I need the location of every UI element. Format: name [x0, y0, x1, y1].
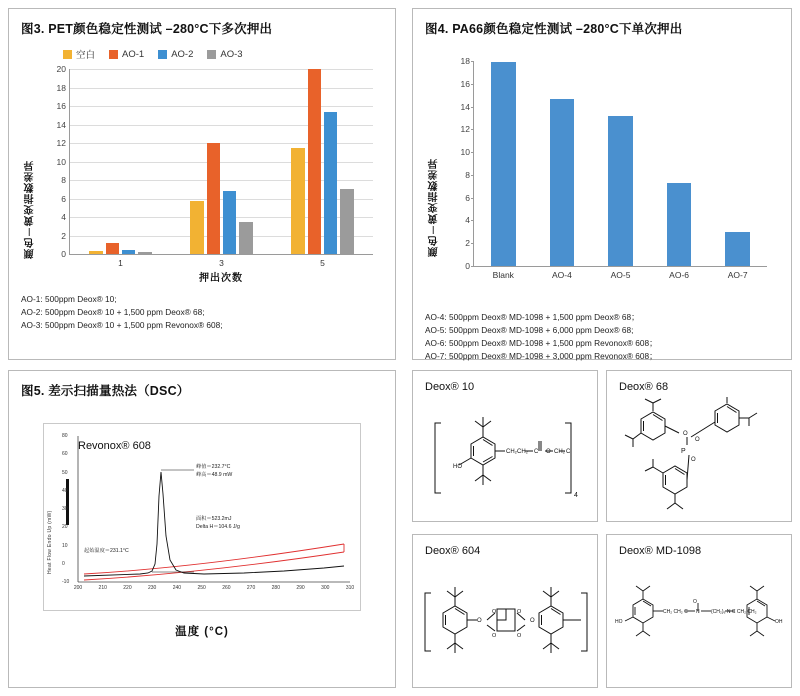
dsc-x-tick-label: 260: [222, 585, 231, 591]
dsc-y-tick-label: 30: [62, 506, 68, 512]
svg-text:O: O: [693, 599, 697, 605]
svg-text:HO: HO: [615, 619, 623, 625]
bar: [223, 191, 237, 254]
y-tick-label: 8: [465, 169, 470, 180]
legend-label: AO-2: [171, 48, 194, 60]
deox10-subscript: 4: [574, 492, 578, 499]
figure-4-chart: [425, 55, 779, 293]
dsc-y-tick-label: 80: [62, 433, 68, 439]
x-tick-label: AO-5: [610, 270, 631, 280]
note-line: AO-4: 500ppm Deox® MD-1098 + 1,500 ppm Deox® 68；: [425, 312, 640, 322]
figure-3-title: 图3. PET颜色稳定性测试 –280°C下多次押出: [21, 22, 273, 36]
y-tick-label: 6: [465, 192, 470, 203]
legend-swatch-ao3: [207, 50, 216, 59]
y-tick-label: 18: [56, 82, 66, 93]
dsc-y-tick-label: 20: [62, 524, 68, 531]
dsc-y-tick-label: 50: [62, 469, 68, 476]
dsc-x-tick-label: 270: [246, 585, 256, 591]
dsc-y-tick-label: -10: [62, 579, 70, 585]
note-line: AO-1: 500ppm Deox® 10;: [21, 294, 117, 304]
y-tick-label: 0: [61, 249, 66, 259]
y-tick-label: 14: [460, 101, 470, 112]
grid-line: [70, 106, 373, 107]
figure-5-x-axis-label: 温度 (°C): [175, 626, 229, 638]
chemical-panel-deox604: [412, 534, 598, 688]
y-tick-label: 4: [61, 212, 66, 222]
y-tick-label: 2: [61, 230, 66, 241]
bar: [608, 116, 633, 266]
deox10-structure-icon: [413, 401, 599, 513]
x-tick-label: AO-7: [727, 270, 748, 280]
bar: [138, 252, 152, 254]
figure-3-panel: [8, 8, 396, 360]
dsc-annotation-peak: [196, 464, 232, 479]
bar: [550, 99, 575, 266]
dsc-annotation-onset: 起始温度＝231.1°C: [84, 548, 129, 554]
svg-text:N: N: [696, 609, 700, 615]
bar: [340, 189, 354, 254]
legend-item: [207, 49, 242, 60]
legend-item: [158, 49, 193, 60]
note-line: AO-2: 500ppm Deox® 10 + 1,500 ppm Deox® 68;: [21, 306, 205, 317]
bar: [667, 183, 692, 266]
x-tick-label: 5: [320, 258, 325, 268]
legend-swatch-blank: [63, 50, 72, 59]
bar: [308, 69, 322, 254]
svg-text:O: O: [517, 633, 522, 639]
note-line: AO-5: 500ppm Deox® MD-1098 + 6,000 ppm Deox® 68;: [425, 324, 634, 335]
dsc-x-tick-label: 290: [296, 585, 305, 591]
figure-4-panel: [412, 8, 792, 360]
dsc-sample-label: Revonox® 608: [78, 440, 151, 452]
dsc-x-tick-label: 220: [123, 585, 132, 591]
y-tick-mark: [471, 220, 474, 221]
dsc-y-tick-label: 60: [62, 451, 68, 458]
y-tick-label: 18: [460, 56, 470, 66]
y-tick-mark: [471, 61, 474, 62]
y-tick-label: 0: [465, 261, 470, 271]
dsc-area: 面积＝523.2mJ: [196, 516, 232, 522]
deox1098-structure-icon: [607, 575, 793, 675]
svg-text:O: O: [691, 457, 696, 463]
legend-label: AO-3: [220, 48, 243, 60]
y-tick-label: 8: [61, 175, 66, 185]
x-tick-label: AO-6: [669, 270, 690, 280]
figure-3-notes: [21, 293, 383, 332]
svg-text:P: P: [681, 448, 686, 455]
y-tick-label: 2: [465, 238, 470, 249]
svg-text:OH: OH: [775, 619, 783, 625]
dsc-y-tick-label: 10: [62, 542, 68, 549]
dsc-x-tick-label: 300: [321, 585, 330, 591]
y-tick-label: 10: [56, 156, 66, 167]
dsc-x-tick-label: 200: [73, 585, 83, 591]
svg-text:O: O: [546, 449, 551, 455]
figure-5-panel: [8, 370, 396, 688]
chemical-name: Deox® 10: [425, 381, 475, 393]
legend-item: [63, 47, 95, 61]
legend-swatch-ao2: [158, 50, 167, 59]
y-tick-label: 10: [460, 147, 470, 158]
chemical-name: Deox® 68: [619, 381, 669, 393]
bar: [207, 143, 221, 254]
svg-text:O: O: [517, 609, 522, 615]
dsc-x-tick-label: 240: [172, 585, 182, 591]
figure-5-title: 图5. 差示扫描量热法（DSC）: [21, 384, 190, 398]
dsc-x-tick-label: 230: [148, 585, 157, 591]
y-tick-label: 12: [460, 124, 470, 135]
x-tick-label: Blank: [492, 270, 514, 280]
dsc-annotation-area: [196, 516, 240, 531]
legend-item: [109, 49, 144, 60]
svg-text:O: O: [530, 618, 535, 624]
dsc-plot-area: [43, 423, 361, 611]
figure-3-plot-area: [56, 64, 373, 268]
x-tick-label: 3: [219, 258, 224, 268]
bar: [122, 250, 136, 254]
dsc-x-tick-label: 210: [98, 585, 107, 591]
y-tick-mark: [471, 84, 474, 85]
bar: [291, 148, 305, 254]
figure-4-title: 图4. PA66颜色稳定性测试 –280°C下单次押出: [425, 22, 683, 36]
note-line: AO-6: 500ppm Deox® MD-1098 + 1,500 ppm Revonox® 608；: [425, 337, 658, 348]
note-line: AO-7: 500ppm Deox® MD-1098 + 3,000 ppm Revonox® 608；: [425, 350, 658, 361]
svg-text:O: O: [492, 633, 497, 639]
y-tick-mark: [471, 243, 474, 244]
figure-3-y-axis-label: 颜色－黄变指数差异: [25, 160, 36, 259]
y-tick-label: 16: [460, 78, 470, 89]
chemical-panel-deox1098: [606, 534, 792, 688]
chemical-name: Deox® 604: [425, 545, 481, 557]
dsc-peak-height: 峰高＝48.9 mW: [196, 471, 233, 478]
y-tick-mark: [471, 107, 474, 108]
legend-label: AO-1: [122, 48, 145, 60]
svg-text:HO: HO: [453, 464, 462, 470]
figure-4-plot-area: [460, 56, 767, 280]
y-tick-label: 20: [56, 64, 66, 74]
y-tick-label: 14: [56, 119, 66, 130]
svg-text:O: O: [695, 437, 700, 443]
dsc-x-tick-label: 310: [345, 585, 355, 591]
figure-4-notes: [425, 311, 779, 362]
x-tick-label: 1: [118, 258, 123, 268]
bar: [190, 201, 204, 254]
svg-text:O: O: [492, 609, 497, 615]
svg-text:CH₂CH₂: CH₂CH₂: [506, 449, 528, 455]
dsc-x-tick-label: 250: [197, 585, 206, 591]
bar: [725, 232, 750, 266]
x-tick-label: AO-4: [551, 270, 572, 280]
bar: [324, 112, 338, 254]
dsc-peak-temp: 峰值＝232.7°C: [196, 464, 231, 470]
y-tick-label: 16: [56, 101, 66, 111]
y-tick-label: 12: [56, 138, 66, 148]
bar: [491, 62, 516, 266]
y-tick-mark: [471, 175, 474, 176]
y-tick-label: 6: [61, 193, 66, 204]
y-tick-label: 4: [465, 215, 470, 226]
grid-line: [70, 69, 373, 70]
svg-text:CH₂: CH₂: [554, 449, 565, 455]
y-tick-mark: [471, 152, 474, 153]
figure-4-y-axis-label: 颜色－黄变指数差异: [429, 158, 440, 257]
svg-text:O: O: [683, 431, 688, 437]
y-tick-mark: [471, 198, 474, 199]
figure-3-legend: [63, 47, 383, 61]
bar: [106, 243, 120, 254]
dsc-y-tick-label: 0: [62, 560, 65, 567]
dsc-y-axis-label: Heat Flow Endo Up (mW): [47, 510, 53, 574]
svg-text:C: C: [566, 449, 571, 455]
legend-swatch-ao1: [109, 50, 118, 59]
dsc-x-tick-label: 280: [271, 585, 280, 591]
grid-line: [70, 88, 373, 89]
chemical-name: Deox® MD-1098: [619, 545, 702, 557]
dsc-y-tick-label: 40: [62, 487, 68, 494]
bar: [89, 251, 103, 254]
y-tick-mark: [471, 266, 474, 267]
deox68-structure-icon: [607, 397, 793, 517]
dsc-delta-h: Delta H＝104.6 J/g: [196, 523, 240, 530]
svg-text:CH₂ CH₂ C: CH₂ CH₂ C: [663, 609, 688, 615]
chemical-panel-deox10: [412, 370, 598, 522]
bar: [239, 222, 253, 254]
note-line: AO-3: 500ppm Deox® 10 + 1,500 ppm Revonox® 608;: [21, 319, 223, 330]
svg-text:C: C: [534, 449, 539, 455]
legend-label: 空白: [76, 50, 96, 61]
chemical-panel-deox68: [606, 370, 792, 522]
svg-text:O: O: [477, 618, 482, 624]
svg-text:(CH₂)₆ N C CH₂ CH₂: (CH₂)₆ N C CH₂ CH₂: [711, 609, 757, 615]
deox604-structure-icon: [413, 569, 599, 681]
figure-3-chart: [21, 63, 383, 284]
figure-3-x-axis-label: 押出次数: [199, 273, 243, 284]
y-tick-mark: [471, 129, 474, 130]
